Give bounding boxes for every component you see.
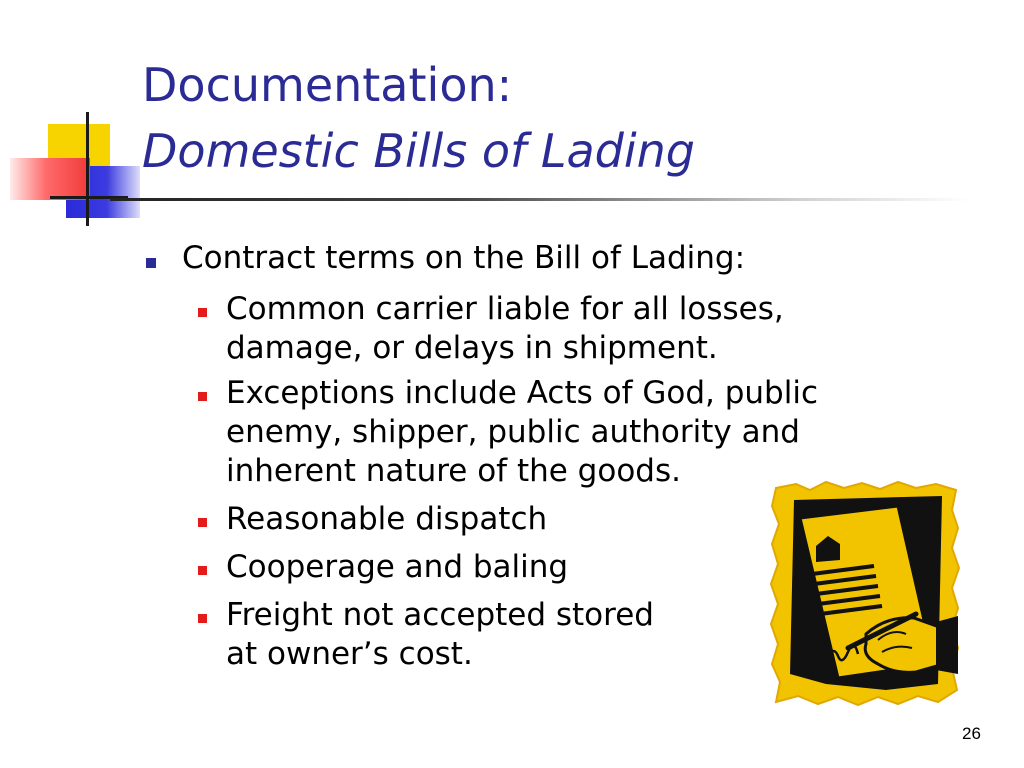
sub-bullet-marker xyxy=(198,308,207,317)
slide-title xyxy=(142,52,695,184)
sub-bullet-1-line-2: damage, or delays in shipment. xyxy=(226,330,718,366)
title-line-1: Documentation: xyxy=(142,58,513,112)
title-underline xyxy=(110,198,970,201)
sub-bullet-1-line-1: Common carrier liable for all losses, xyxy=(226,291,784,327)
main-bullet: Contract terms on the Bill of Lading: xyxy=(182,240,746,276)
sub-bullet-5-line-1: Freight not accepted stored xyxy=(226,597,654,633)
decoration-red-bar xyxy=(10,158,90,200)
page-number: 26 xyxy=(962,724,981,743)
bullet-marker-main xyxy=(146,258,156,268)
sub-bullet-2-line-1: Exceptions include Acts of God, public xyxy=(226,375,818,411)
title-line-2: Domestic Bills of Lading xyxy=(142,124,695,178)
sub-bullet-marker xyxy=(198,392,207,401)
sub-bullet-2-line-3: inherent nature of the goods. xyxy=(226,453,681,489)
signing-document-icon xyxy=(766,478,964,710)
sub-bullet-marker xyxy=(198,518,207,527)
sub-bullet-marker xyxy=(198,566,207,575)
sub-bullet-3: Reasonable dispatch xyxy=(226,501,548,537)
sub-bullet-4: Cooperage and baling xyxy=(226,549,569,585)
decoration-vertical-line xyxy=(86,112,89,226)
sub-bullet-2-line-2: enemy, shipper, public authority and xyxy=(226,414,800,450)
sub-bullet-5-line-2: at owner’s cost. xyxy=(226,636,473,672)
sub-bullet-marker xyxy=(198,614,207,623)
